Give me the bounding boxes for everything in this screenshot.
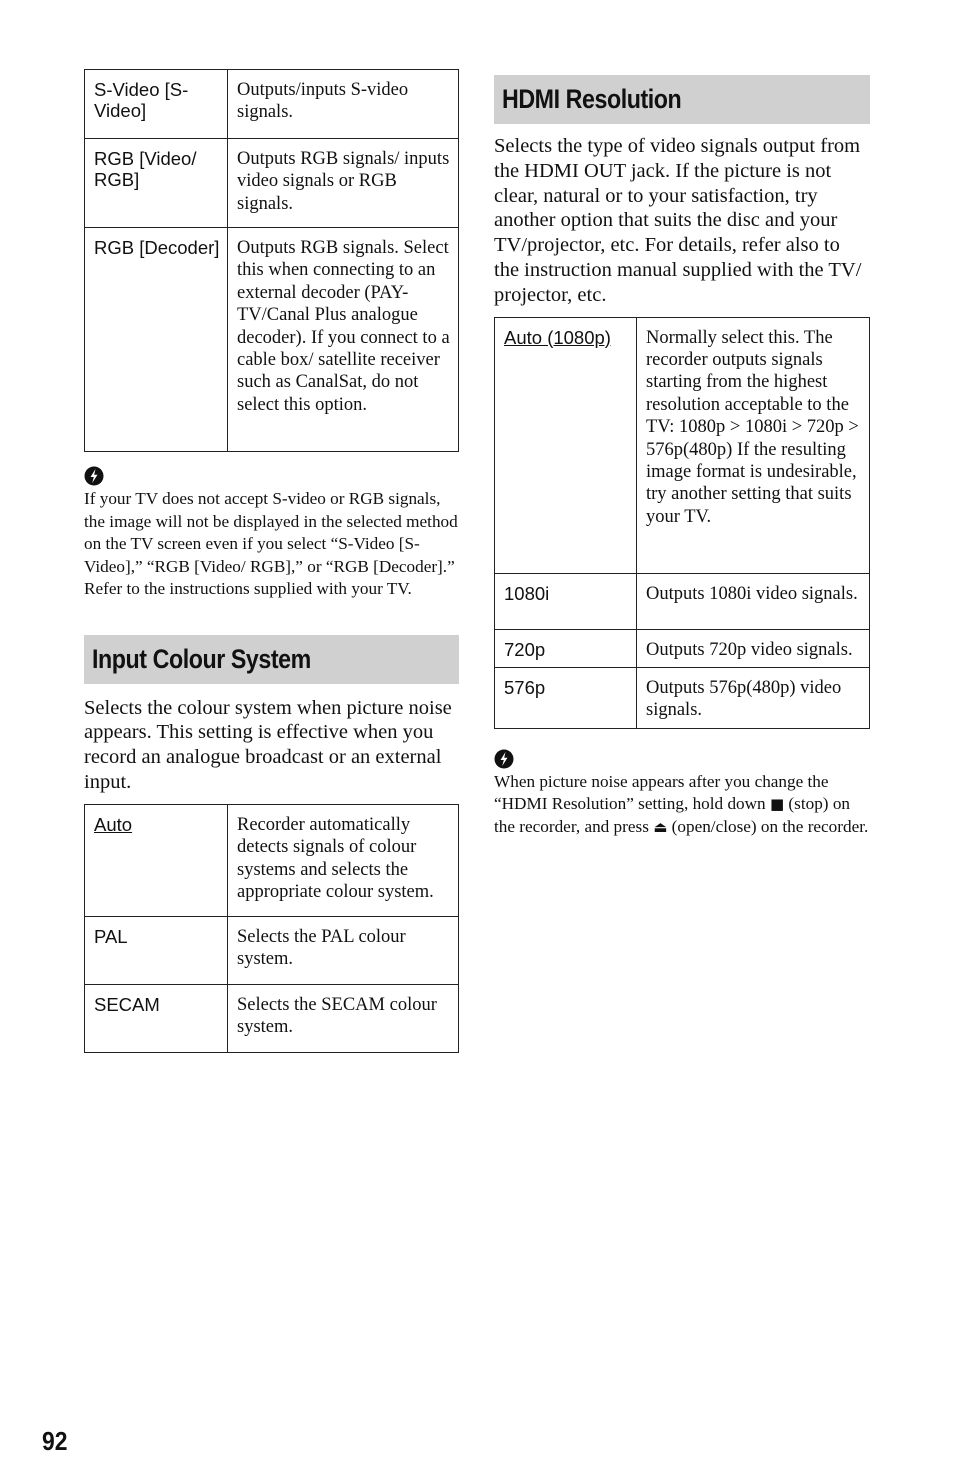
option-description: Outputs 576p(480p) video signals. [637,667,870,728]
option-name: 1080i [495,573,637,629]
section-heading [494,75,870,124]
hint-icon [84,466,104,486]
hint-text: (stop) on the recorder, and press [494,794,851,836]
hint-text: When picture noise appears after you change the “HDMI Resolution” setting, hold down [494,771,829,814]
page-number [42,1426,71,1457]
section-description: Selects the type of video signals output from the HDMI OUT jack. If the picture is not clear, natural or to your satisfaction, try another option that suits the disc and your TV/projector, etc. For details, refer also to the instruction manual supplied with the TV/ projector, etc. [494,135,862,306]
option-description: Selects the PAL colour system. [228,916,459,984]
hint-note: If your TV does not accept S-video or RGB signals, the image will not be displayed in the selected method on the TV screen even if you select “S-Video [S-Video],” “RGB [Video/ RGB],” or “RGB [Decoder].” Refer to the instructions supplied with your TV. [84,489,458,598]
colour-system-table [84,804,459,1053]
stop-icon: ■ [769,795,785,814]
table-row [85,228,459,452]
option-description: Normally select this. The recorder outputs signals starting from the highest resolution acceptable to the TV: 1080p > 1080i > 720p > 576p(480p) If the resulting image format is undesirable, try another setting that suits your TV. [637,317,870,573]
page-number-text: 92 [42,1426,68,1456]
table-row [495,629,870,667]
option-description: Selects the SECAM colour system. [228,984,459,1052]
option-description: Outputs RGB signals/ inputs video signals or RGB signals. [228,139,459,228]
table-row [495,667,870,728]
option-name: 576p [495,667,637,728]
eject-icon: ⏏ [653,817,668,836]
table-row [495,573,870,629]
table-row [85,984,459,1052]
left-column [84,69,459,1053]
table-row [85,139,459,228]
section-title: Input Colour System [92,643,311,674]
option-name [85,804,228,916]
option-description: Outputs 720p video signals. [637,629,870,667]
table-row [85,916,459,984]
resolution-table [494,317,870,729]
option-name: PAL [85,916,228,984]
option-description: Outputs 1080i video signals. [637,573,870,629]
section-heading [84,635,459,684]
table-row [85,804,459,916]
table-row [85,70,459,139]
table-row [495,317,870,573]
option-description: Outputs RGB signals. Select this when connecting to an external decoder (PAY-TV/Canal Plus analogue decoder). If you connect to a cable box/ satellite receiver such as CanalSat, do not select this option. [228,228,459,452]
section-title: HDMI Resolution [502,84,682,114]
hint-icon [494,749,514,769]
signal-options-table [84,69,459,452]
option-name: 720p [495,629,637,667]
option-name: RGB [Video/ RGB] [85,139,228,228]
default-option-label: Auto (1080p) [504,326,611,348]
hint-note [494,771,870,839]
hint-text: (open/close) on the recorder. [671,816,869,836]
option-description: Outputs/inputs S-video signals. [228,70,459,139]
section-description: Selects the colour system when picture noise appears. This setting is effective when you record an analogue broadcast or an external input. [84,696,452,793]
option-name: S-Video [S-Video] [85,70,228,139]
option-description: Recorder automatically detects signals of colour systems and selects the appropriate colour system. [228,804,459,916]
option-name: RGB [Decoder] [85,228,228,452]
option-name: SECAM [85,984,228,1052]
right-column [494,75,870,838]
option-name [495,317,637,573]
default-option-label: Auto [94,813,133,835]
